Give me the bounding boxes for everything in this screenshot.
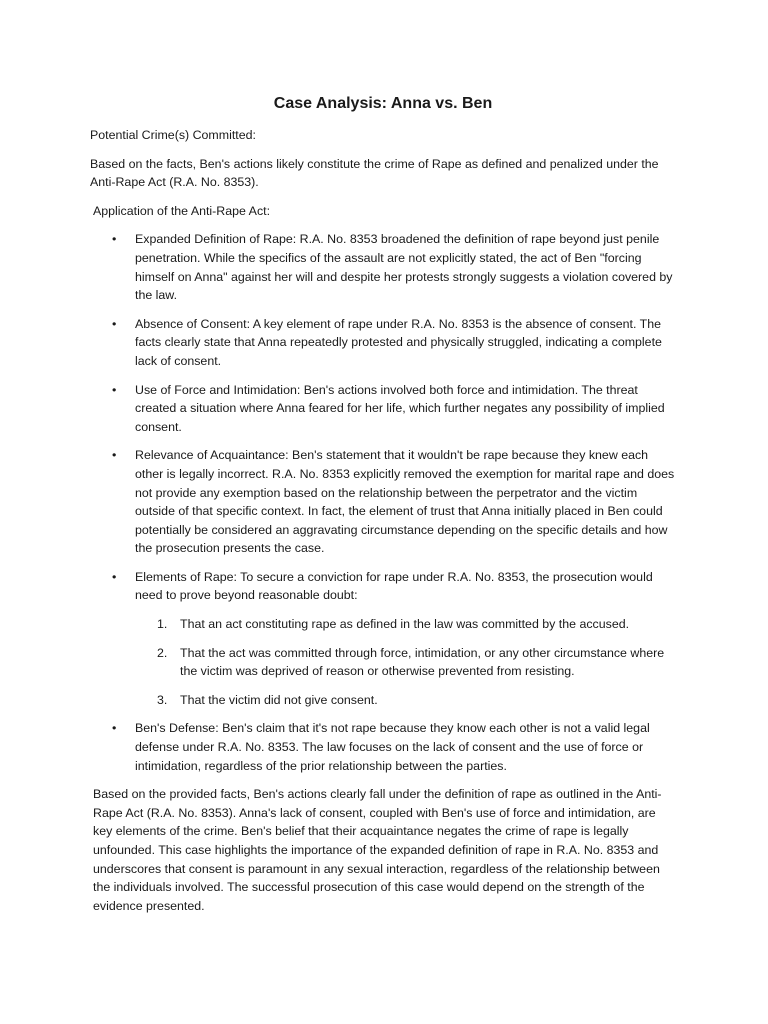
- elements-numbered-list: [135, 615, 676, 709]
- conclusion-paragraph: Based on the provided facts, Ben's actions clearly fall under the definition of rape as outlined in the Anti-Rape Act (R.A. No. 8353). Anna's lack of consent, coupled with Ben's use of force and intimidation, are key elements of the crime. Ben's belief that their acquaintance negates the crime of rape is legally unfounded. This case highlights the importance of the expanded definition of rape in R.A. No. 8353 and underscores that consent is paramount in any sexual interaction, regardless of the relationship between the individuals involved. The successful prosecution of this case would depend on the strength of the evidence presented.: [93, 787, 662, 913]
- application-heading: Application of the Anti-Rape Act:: [93, 203, 271, 218]
- bullet-relevance-of-acquaintance: • Relevance of Acquaintance: Ben's statement that it wouldn't be rape because they knew each other is legally incorrect. R.A. No. 8353 explicitly removed the exemption for marital rape and does not provide any exemption based on the relationship between the perpetrator and the victim outside of that specific context. In fact, the element of trust that Anna initially placed in Ben could potentially be considered an aggravating circumstance depending on the specific details and how the prosecution presents the case.: [90, 446, 676, 558]
- element-item: [135, 644, 676, 681]
- document-title: Case Analysis: Anna vs. Ben: [273, 95, 493, 112]
- crime-heading: Potential Crime(s) Committed:: [90, 128, 256, 142]
- element-number: 3.: [157, 692, 168, 707]
- bullet-elements-of-rape: [90, 568, 676, 710]
- bullet-expanded-definition: • Expanded Definition of Rape: R.A. No. 8353 broadened the definition of rape beyond just penile penetration. While the specifics of the assault are not explicitly stated, the act of Ben "forcing himself on Anna" against her will and despite her protests strongly suggests a violation covered by the law.: [90, 230, 676, 304]
- element-text: That an act constituting rape as defined in the law was committed by the accused.: [180, 617, 630, 632]
- element-item: [135, 615, 676, 634]
- crime-paragraph: Based on the facts, Ben's actions likely constitute the crime of Rape as defined and penalized under the Anti-Rape Act (R.A. No. 8353).: [90, 156, 659, 190]
- element-text: That the act was committed through force, intimidation, or any other circumstance where the victim was deprived of reason or otherwise prevented from resisting.: [180, 645, 665, 679]
- bullet-force-and-intimidation: • Use of Force and Intimidation: Ben's actions involved both force and intimidation. The threat created a situation where Anna feared for her life, which further negates any possibility of implied consent.: [90, 381, 676, 437]
- element-text: That the victim did not give consent.: [180, 692, 378, 707]
- element-item: [135, 691, 676, 710]
- analysis-bullet-list: [90, 230, 676, 775]
- bullet-absence-of-consent: • Absence of Consent: A key element of rape under R.A. No. 8353 is the absence of consent. The facts clearly state that Anna repeatedly protested and physically struggled, indicating a complete lack of consent.: [90, 315, 676, 371]
- bullet-bens-defense: • Ben's Defense: Ben's claim that it's not rape because they know each other is not a valid legal defense under R.A. No. 8353. The law focuses on the lack of consent and the use of force or intimidation, regardless of the prior relationship between the parties.: [90, 719, 676, 775]
- bullet-elements-of-rape-text: Elements of Rape: To secure a conviction for rape under R.A. No. 8353, the prosecution would need to prove beyond reasonable doubt:: [135, 569, 653, 603]
- element-number: 1.: [157, 617, 168, 632]
- element-number: 2.: [157, 645, 168, 660]
- document-page: [90, 94, 676, 925]
